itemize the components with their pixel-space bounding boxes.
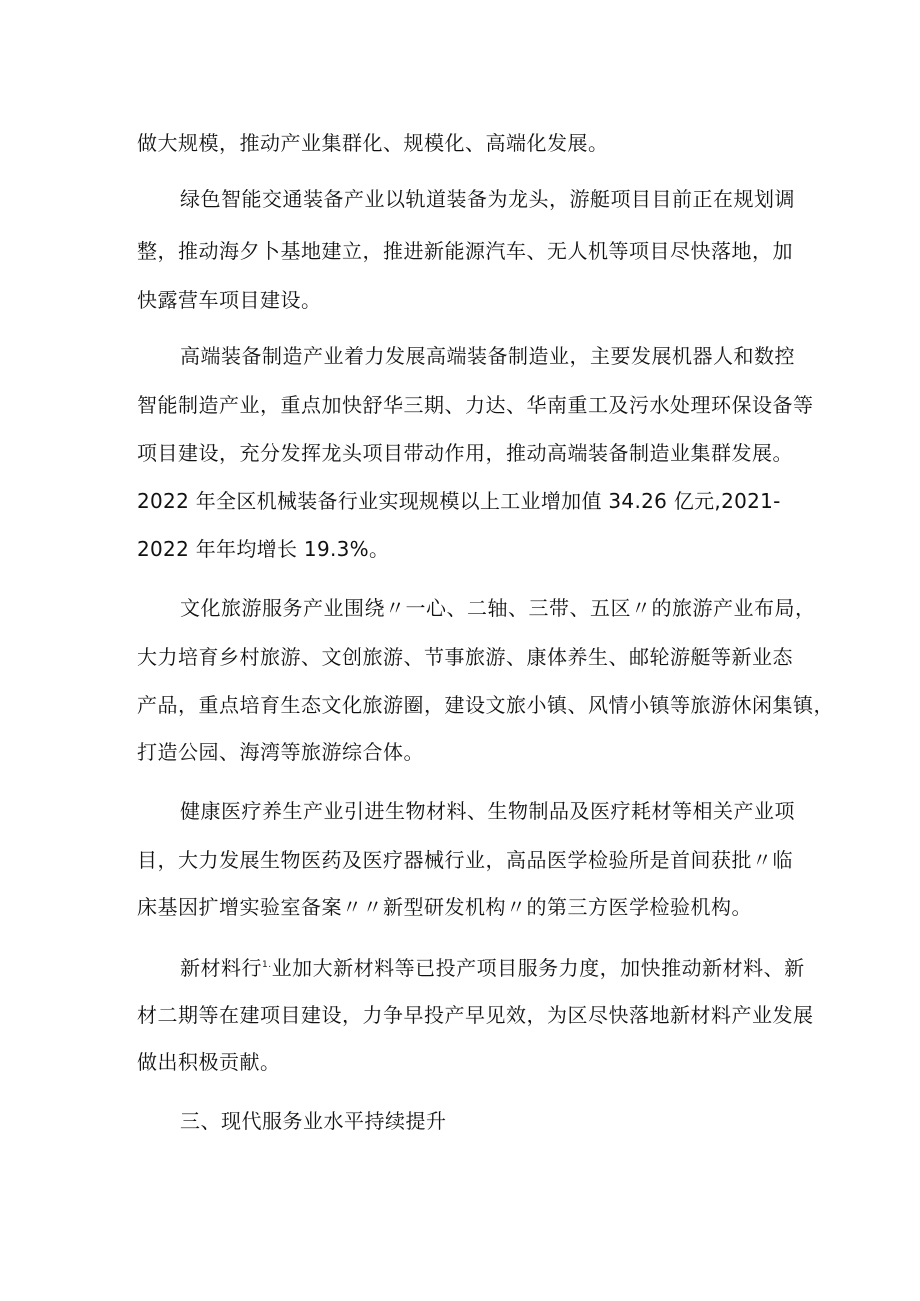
paragraph-4-line-3: 产品，重点培育生态文化旅游圈，建设文旅小镇、风情小镇等旅游休闲集镇， [137,693,834,717]
paragraph-6-line-1-start: 新材料行 [180,956,262,980]
paragraph-5-line-3: 床基因扩增实验室备案〃〃新型研发机构〃的第三方医学检验机构。 [137,895,752,919]
paragraph-5-line-2: 目，大力发展生物医药及医疗器械行业，高品医学检验所是首间获批〃临 [137,848,793,872]
paragraph-4-line-4: 打造公园、海湾等旅游综合体。 [137,740,424,764]
paragraph-6-line-1-end: 业加大新材料等已投产项目服务力度，加快推动新材料、新 [271,956,805,980]
paragraph-2-line-3: 快露营车项目建设。 [137,288,322,312]
paragraph-4-line-1: 文化旅游服务产业围绕〃一心、二轴、三带、五区〃的旅游产业布局， [180,596,816,620]
paragraph-6-line-2: 材二期等在建项目建设，力争早投产早见效，为区尽快落地新材料产业发展 [137,1003,814,1027]
paragraph-3-line-1: 高端装备制造产业着力发展高端装备制造业，主要发展机器人和数控 [180,344,795,368]
section-heading: 三、现代服务业水平持续提升 [180,1109,447,1133]
paragraph-2-line-1: 绿色智能交通装备产业以轨道装备为龙头，游艇项目目前正在规划调 [180,187,795,211]
paragraph-6-line-3: 做出积极贡献。 [137,1050,281,1074]
paragraph-6-line-1 [180,952,805,981]
paragraph-5-line-1: 健康医疗养生产业引进生物材料、生物制品及医疗耗材等相关产业项 [180,799,795,823]
paragraph-3-line-2: 智能制造产业，重点加快舒华三期、力达、华南重工及污水处理环保设备等 [137,393,814,417]
paragraph-1-line-1: 做大规模，推动产业集群化、规模化、高端化发展。 [137,131,609,155]
paragraph-3-line-4: 2022 年全区机械装备行业实现规模以上工业增加值 34.26 亿元,2021- [137,489,781,513]
paragraph-2-line-2: 整，推动海夕卜基地建立，推进新能源汽车、无人机等项目尽快落地，加 [137,239,793,263]
paragraph-4-line-2: 大力培育乡村旅游、文创旅游、节事旅游、康体养生、邮轮游艇等新业态 [137,645,793,669]
paragraph-3-line-5: 2022 年年均增长 19.3%。 [137,537,390,561]
footnote-marker: 1. [262,960,272,970]
paragraph-3-line-3: 项目建设，充分发挥龙头项目带动作用，推动高端装备制造业集群发展。 [137,441,793,465]
